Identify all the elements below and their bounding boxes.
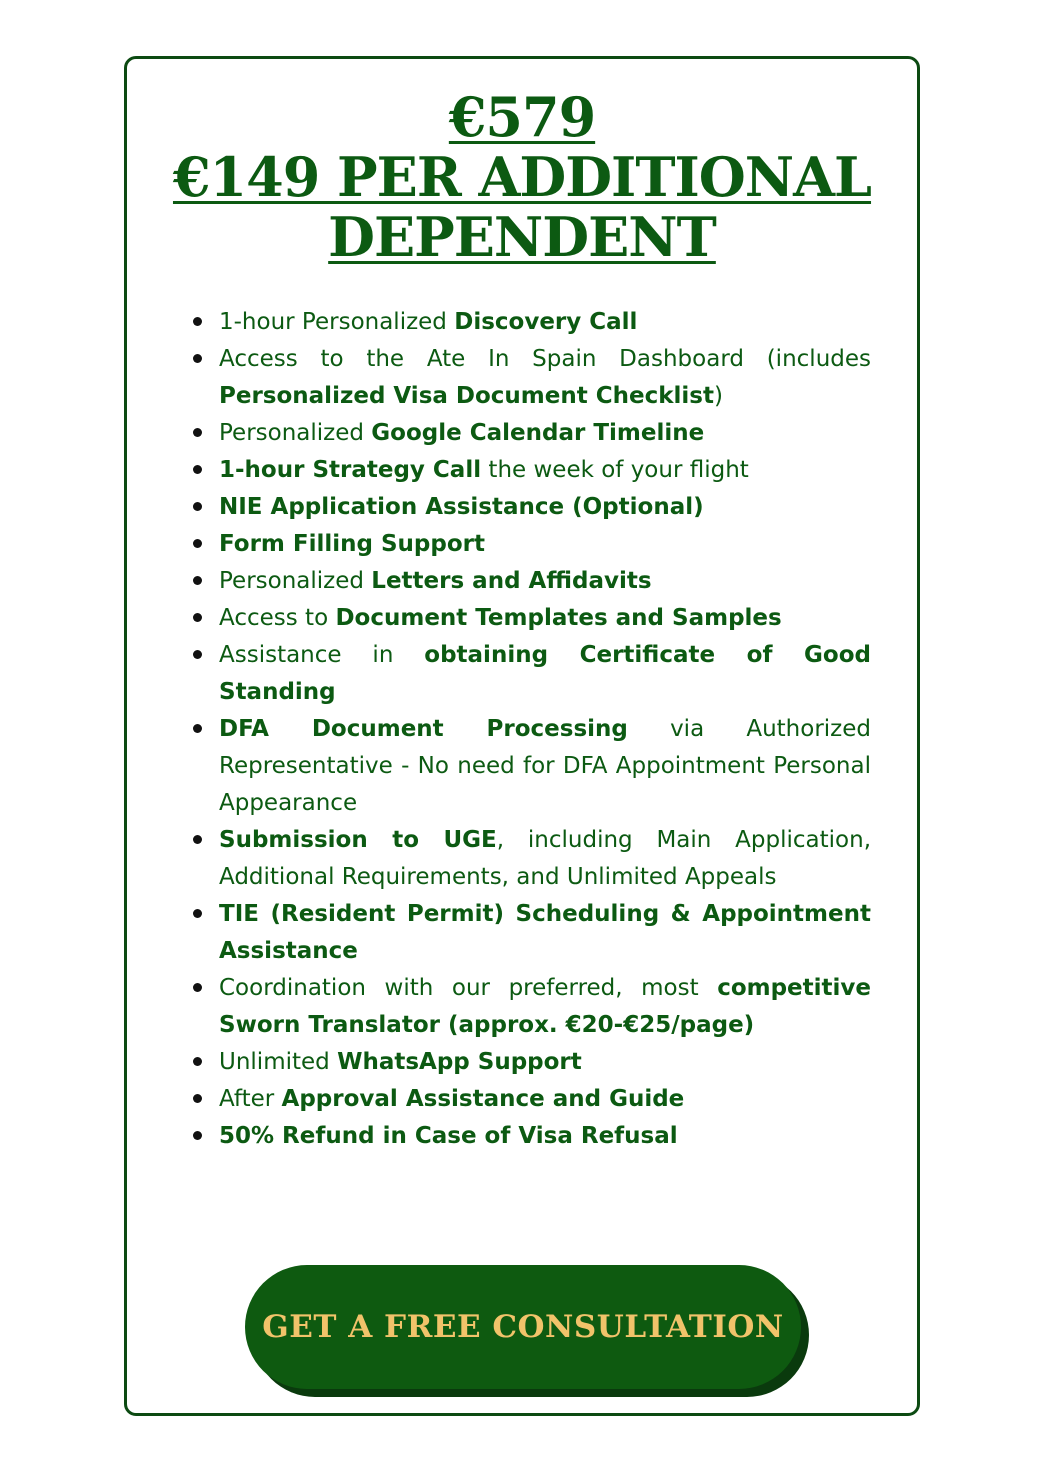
feature-highlight-text: Document Templates and Samples — [335, 605, 782, 631]
feature-highlight-text: NIE Application Assistance (Optional) — [219, 494, 704, 520]
feature-highlight-text: WhatsApp Support — [337, 1049, 582, 1075]
feature-text: ) — [713, 383, 723, 409]
feature-item — [189, 488, 871, 525]
feature-item — [189, 340, 871, 414]
additional-dependent-price-line-2: DEPENDENT — [328, 205, 716, 269]
feature-highlight-text: Approval Assistance and Guide — [281, 1086, 685, 1112]
feature-highlight-text: Form Filling Support — [219, 531, 485, 557]
feature-item — [189, 451, 871, 488]
feature-text: After — [219, 1086, 282, 1112]
feature-item — [189, 895, 871, 969]
pricing-card — [124, 56, 920, 1416]
feature-item — [189, 562, 871, 599]
feature-item — [189, 636, 871, 710]
feature-text: Personalized — [219, 420, 372, 446]
feature-highlight-text: competitive Sworn Translator (approx. €20-€25/page) — [219, 975, 871, 1038]
base-price: €579 — [448, 85, 596, 149]
feature-text: the week of your flight — [481, 457, 749, 483]
features-list — [189, 303, 871, 1154]
feature-highlight-text: DFA Document Processing — [219, 716, 628, 742]
feature-highlight-text: obtaining Certificate of Good Standing — [219, 642, 871, 705]
feature-item — [189, 599, 871, 636]
feature-highlight-text: Letters and Affidavits — [371, 568, 652, 594]
feature-item — [189, 1080, 871, 1117]
feature-highlight-text: Google Calendar Timeline — [371, 420, 705, 446]
feature-text: , including Main Application, Additional Requirements, and Unlimited Appeals — [219, 827, 871, 890]
feature-text: Personalized — [219, 568, 372, 594]
feature-item — [189, 525, 871, 562]
price-heading — [127, 87, 917, 267]
feature-item — [189, 303, 871, 340]
feature-item — [189, 821, 871, 895]
feature-item — [189, 969, 871, 1043]
free-consultation-button[interactable]: GET A FREE CONSULTATION — [245, 1265, 801, 1389]
feature-highlight-text: Submission to UGE — [219, 827, 497, 853]
feature-item — [189, 710, 871, 821]
feature-highlight-text: Discovery Call — [454, 309, 638, 335]
feature-highlight-text: Personalized Visa Document Checklist — [219, 383, 714, 409]
feature-item — [189, 1117, 871, 1154]
feature-item — [189, 1043, 871, 1080]
feature-text: via Authorized Representative - No need for DFA Appointment Personal Appearance — [219, 716, 871, 816]
additional-dependent-price-line-1: €149 PER ADDITIONAL — [172, 145, 872, 209]
feature-text: Access to the Ate In Spain Dashboard (includes — [219, 346, 871, 372]
feature-highlight-text: 50% Refund in Case of Visa Refusal — [219, 1123, 678, 1149]
feature-text: Access to — [219, 605, 336, 631]
feature-text: Assistance in — [219, 642, 425, 668]
feature-text: Coordination with our preferred, most — [219, 975, 718, 1001]
feature-item — [189, 414, 871, 451]
feature-text: Unlimited — [219, 1049, 338, 1075]
cta-container — [245, 1265, 811, 1397]
feature-highlight-text: 1-hour Strategy Call — [219, 457, 482, 483]
feature-highlight-text: TIE (Resident Permit) Scheduling & Appointment Assistance — [219, 901, 871, 964]
feature-text: 1-hour Personalized — [219, 309, 455, 335]
